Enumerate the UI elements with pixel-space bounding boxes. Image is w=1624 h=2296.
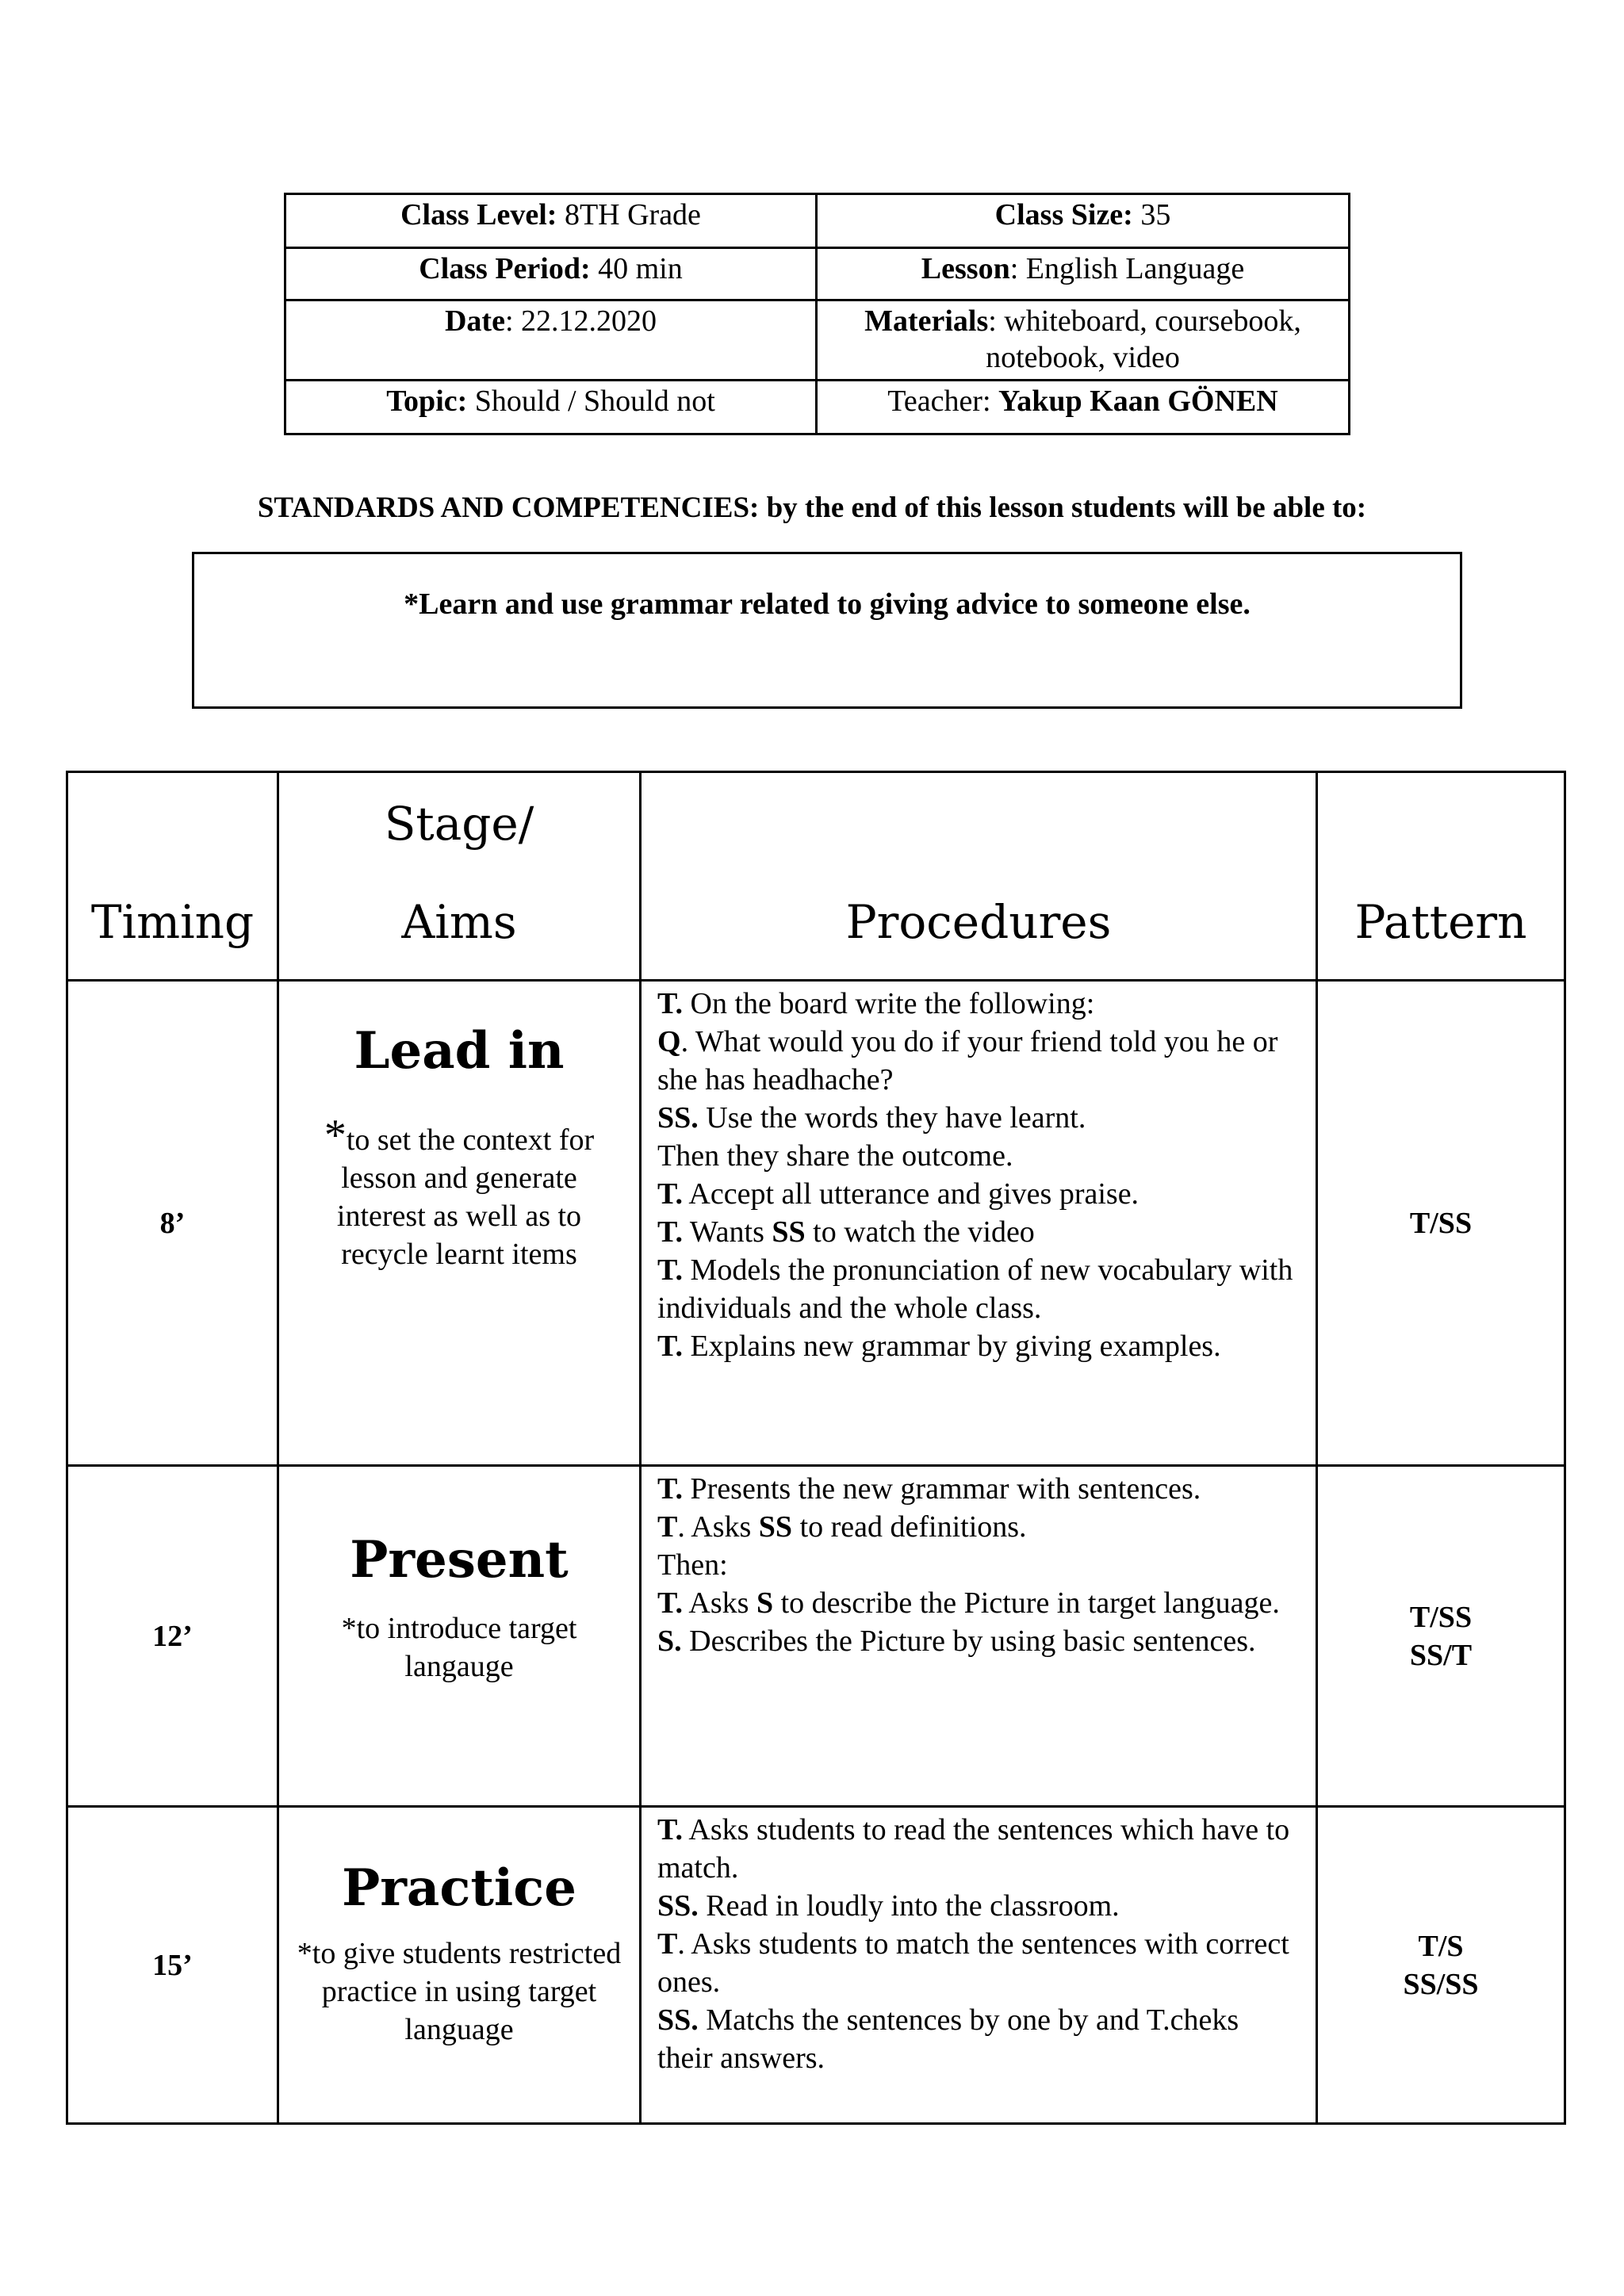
procedure-line: T. Accept all utterance and gives praise. [657, 1177, 1139, 1211]
aim-text: *to give students restricted practice in using target language [297, 1937, 622, 2046]
procedure-line: S. Describes the Picture by using basic sentences. [657, 1624, 1256, 1658]
procedure-line: SS. Read in loudly into the classroom. [657, 1889, 1120, 1923]
timing-cell: 12’ [67, 1466, 278, 1807]
stage-cell [278, 981, 641, 1466]
plan-row-practice [67, 1807, 1565, 2124]
class-size-value: 35 [1132, 198, 1171, 232]
pattern-cell [1317, 1466, 1565, 1807]
materials-value: : whiteboard, coursebook, notebook, video [986, 304, 1301, 374]
pattern-cell [1317, 981, 1565, 1466]
procedure-line: T. Asks SS to read definitions. [657, 1510, 1027, 1544]
stage-aim [279, 1609, 639, 1686]
standards-text: *Learn and use grammar related to giving advice to someone else. [404, 587, 1251, 621]
pattern-value: T/SS [1409, 1206, 1473, 1240]
date-value: : 22.12.2020 [504, 304, 657, 338]
plan-row-present [67, 1466, 1565, 1807]
class-size-cell [817, 194, 1350, 248]
class-period-label: Class Period: [419, 252, 591, 285]
class-info-table [284, 193, 1350, 435]
timing-cell: 8’ [67, 981, 278, 1466]
standards-box [192, 552, 1462, 709]
stage-cell [278, 1466, 641, 1807]
date-cell [285, 300, 817, 381]
aim-star: * [324, 1111, 347, 1160]
topic-value: Should / Should not [467, 385, 715, 418]
teacher-value: Yakup Kaan GÖNEN [998, 385, 1278, 418]
standards-heading: STANDARDS AND COMPETENCIES: by the end of this lesson students will be able to: [257, 492, 1367, 524]
materials-label: Materials [864, 304, 989, 338]
class-level-label: Class Level: [400, 198, 557, 232]
aim-text: to set the context for lesson and generate interest as well as to recycle learnt items [336, 1123, 595, 1271]
class-level-value: 8TH Grade [557, 198, 701, 232]
topic-cell [285, 381, 817, 434]
header-timing: Timing [67, 772, 278, 981]
pattern-cell [1317, 1807, 1565, 2124]
topic-label: Topic: [386, 385, 468, 418]
procedures-cell [641, 1466, 1317, 1807]
procedure-line: T. On the board write the following: [657, 987, 1095, 1020]
procedure-line: T. Presents the new grammar with sentences. [657, 1472, 1201, 1506]
header-pattern: Pattern [1317, 772, 1565, 981]
teacher-label: Teacher: [887, 385, 999, 418]
header-stage-aims [278, 772, 641, 981]
lesson-value: : English Language [1009, 252, 1245, 285]
plan-header-row [67, 772, 1565, 981]
materials-cell [817, 300, 1350, 381]
procedure-line: T. Asks students to match the sentences with correct ones. [657, 1927, 1289, 1999]
lesson-plan-table [66, 771, 1566, 2125]
procedures-cell [641, 1807, 1317, 2124]
header-stage: Stage/ [384, 797, 534, 851]
class-level-cell [285, 194, 817, 248]
procedure-line: SS. Matchs the sentences by one by and T.cheks their answers. [657, 2003, 1239, 2075]
stage-name: Practice [342, 1858, 576, 1918]
procedure-line: Then: [657, 1548, 728, 1582]
header-aims: Aims [401, 895, 517, 949]
header-procedures: Procedures [641, 772, 1317, 981]
pattern-value: SS/SS [1403, 1967, 1479, 2001]
date-label: Date [444, 304, 505, 338]
timing-cell: 15’ [67, 1807, 278, 2124]
stage-name: Lead in [354, 1021, 565, 1081]
aim-text: *to introduce target langauge [341, 1612, 577, 1683]
procedure-line: T. Wants SS to watch the video [657, 1215, 1035, 1249]
lesson-label: Lesson [921, 252, 1010, 285]
teacher-cell [817, 381, 1350, 434]
pattern-value: SS/T [1409, 1638, 1473, 1672]
procedure-line: T. Asks S to describe the Picture in target language. [657, 1586, 1280, 1620]
stage-aim [279, 1111, 639, 1273]
pattern-value: T/S [1418, 1929, 1464, 1963]
stage-name: Present [350, 1530, 569, 1590]
procedure-line: T. Explains new grammar by giving examples. [657, 1330, 1221, 1363]
procedure-line: T. Asks students to read the sentences which have to match. [657, 1813, 1290, 1885]
class-period-value: 40 min [590, 252, 683, 285]
procedure-line: SS. Use the words they have learnt. [657, 1101, 1086, 1135]
plan-row-lead-in [67, 981, 1565, 1466]
stage-cell [278, 1807, 641, 2124]
procedure-line: Q. What would you do if your friend told you he or she has headhache? [657, 1025, 1278, 1096]
stage-aim [279, 1934, 639, 2049]
class-period-cell [285, 248, 817, 300]
lesson-cell [817, 248, 1350, 300]
pattern-value: T/SS [1409, 1600, 1473, 1634]
procedures-cell [641, 981, 1317, 1466]
procedure-line: Then they share the outcome. [657, 1139, 1013, 1173]
class-size-label: Class Size: [994, 198, 1133, 232]
procedure-line: T. Models the pronunciation of new vocabulary with individuals and the whole class. [657, 1253, 1293, 1325]
